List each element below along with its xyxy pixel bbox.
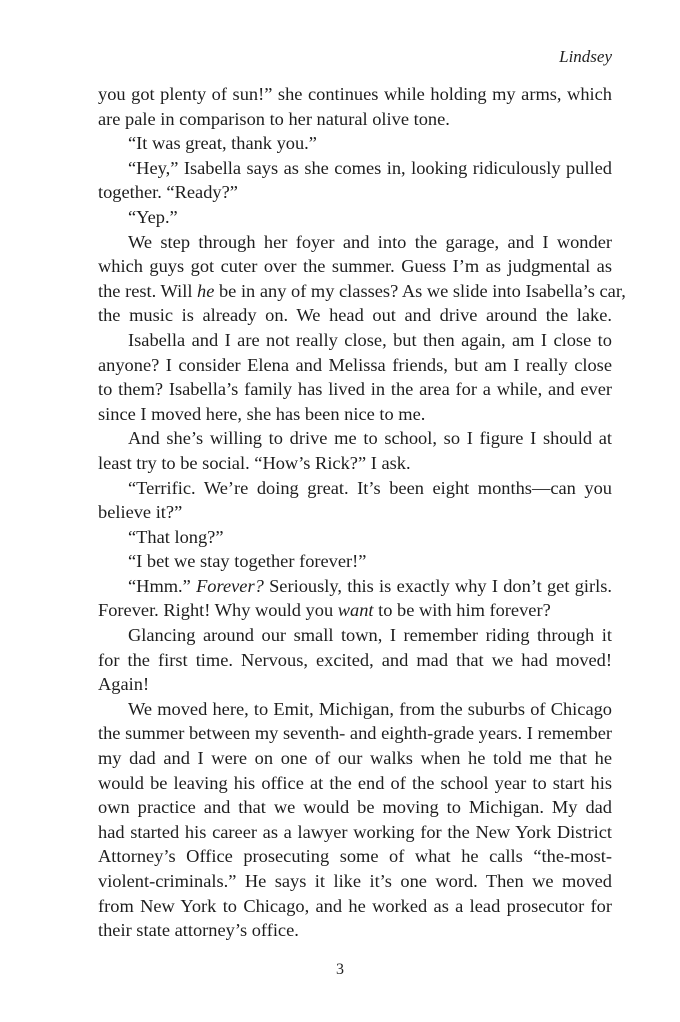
text-line: Attorney’s Office prosecuting some of what he calls “the-most- bbox=[98, 846, 612, 867]
text-line: least try to be social. “How’s Rick?” I ask. bbox=[98, 452, 411, 473]
text-line: from New York to Chicago, and he worked as a lead prosecutor for bbox=[98, 895, 612, 916]
text-line: “Hey,” Isabella says as she comes in, looking ridiculously pulled bbox=[128, 157, 612, 178]
text-line: “Yep.” bbox=[128, 206, 178, 227]
text-line bbox=[98, 598, 612, 623]
text-segment: the rest. Will bbox=[98, 280, 198, 301]
text-line bbox=[98, 574, 612, 599]
text-line: “I bet we stay together forever!” bbox=[128, 551, 367, 572]
text-segment: “Hmm.” bbox=[128, 575, 197, 596]
text-line: you got plenty of sun!” she continues while holding my arms, which bbox=[98, 84, 612, 104]
text-segment: Seriously, this is exactly why I don’t get girls. bbox=[263, 575, 612, 596]
text-line: Isabella and I are not really close, but then again, am I close to bbox=[128, 329, 612, 350]
text-segment: to be with him forever? bbox=[373, 600, 551, 621]
text-segment: be in any of my classes? As we slide into Isabella’s car, bbox=[214, 280, 626, 301]
text-line: which guys got cuter over the summer. Guess I’m as judgmental as bbox=[98, 256, 612, 277]
text-line: since I moved here, she has been nice to me. bbox=[98, 403, 426, 424]
text-line: are pale in comparison to her natural olive tone. bbox=[98, 108, 450, 129]
text-line: the music is already on. We head out and drive around the lake. bbox=[98, 305, 612, 326]
text-line: for the first time. Nervous, excited, and mad that we had moved! bbox=[98, 649, 612, 670]
text-line: We step through her foyer and into the garage, and I wonder bbox=[128, 231, 612, 252]
text-line bbox=[98, 279, 626, 304]
page-number: 3 bbox=[336, 961, 344, 978]
text-line: “That long?” bbox=[128, 526, 224, 547]
text-line: “It was great, thank you.” bbox=[128, 133, 317, 154]
text-line: Again! bbox=[98, 674, 150, 695]
text-line: their state attorney’s office. bbox=[98, 920, 299, 941]
text-segment: Forever. Right! Why would you bbox=[98, 600, 338, 621]
running-head: Lindsey bbox=[559, 47, 612, 66]
text-line: believe it?” bbox=[98, 502, 183, 523]
text-line: own practice and that we would be moving to Michigan. My dad bbox=[98, 797, 612, 818]
text-line: together. “Ready?” bbox=[98, 182, 238, 203]
text-line: to them? Isabella’s family has lived in the area for a while, and ever bbox=[98, 379, 612, 400]
italic-emphasis: he bbox=[197, 280, 215, 301]
text-line: Glancing around our small town, I remember riding through it bbox=[128, 625, 612, 646]
text-line: violent-criminals.” He says it like it’s one word. Then we moved bbox=[98, 871, 612, 891]
text-line: my dad and I were on one of our walks when he told me that he bbox=[98, 748, 612, 769]
text-line: We moved here, to Emit, Michigan, from the suburbs of Chicago bbox=[128, 698, 612, 719]
text-line: the summer between my seventh- and eighth-grade years. I remember bbox=[98, 723, 612, 744]
text-line: had started his career as a lawyer working for the New York District bbox=[98, 821, 612, 842]
text-line: And she’s willing to drive me to school, so I figure I should at bbox=[128, 428, 612, 449]
text-line: “Terrific. We’re doing great. It’s been eight months—can you bbox=[128, 477, 612, 498]
text-line: anyone? I consider Elena and Melissa friends, but am I really close bbox=[98, 354, 612, 375]
italic-emphasis: Forever? bbox=[196, 575, 264, 596]
text-line: would be leaving his office at the end of the school year to start his bbox=[98, 772, 612, 793]
body-text bbox=[98, 82, 626, 943]
italic-emphasis: want bbox=[337, 600, 374, 621]
